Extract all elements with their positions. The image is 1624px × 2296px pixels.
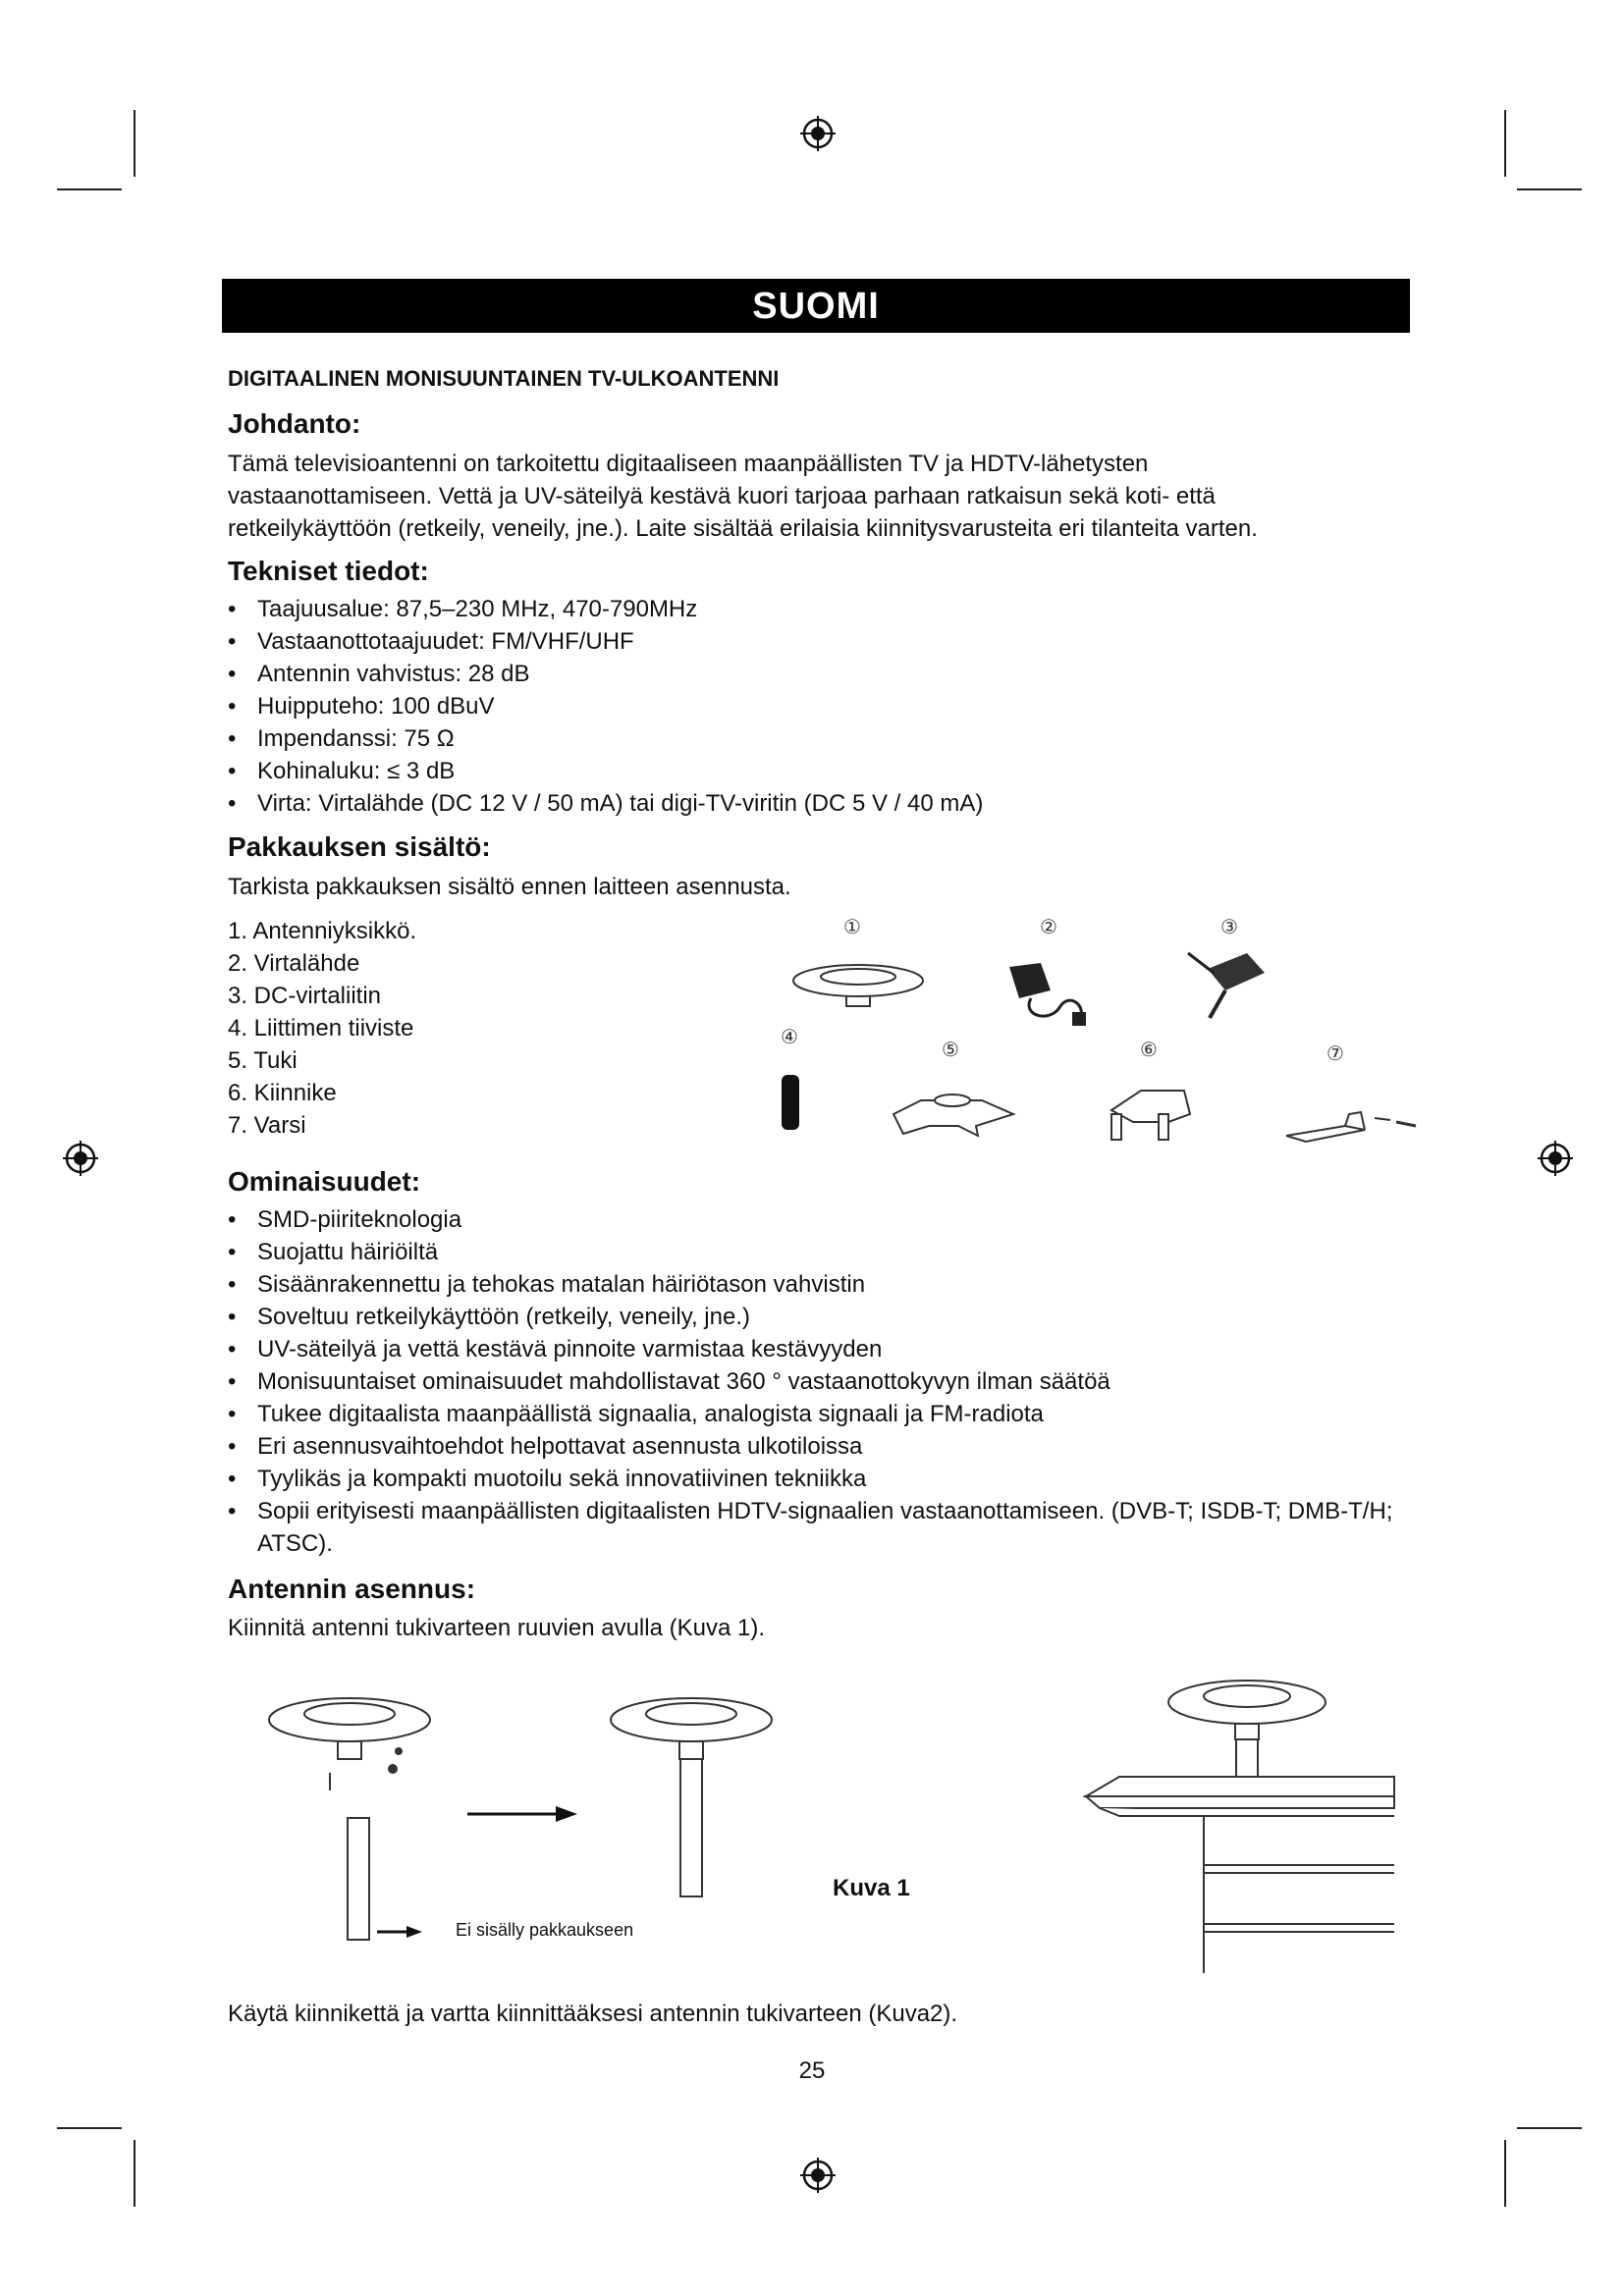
package-item: 1. Antenniyksikkö. bbox=[228, 918, 417, 944]
crop-mark-tl-h bbox=[57, 188, 122, 190]
page-number: 25 bbox=[798, 2057, 826, 2084]
package-item: 3. DC-virtaliitin bbox=[228, 983, 382, 1009]
spec-item: • Kohinaluku: ≤ 3 dB bbox=[228, 755, 1416, 787]
registration-mark-right-icon bbox=[1536, 1139, 1575, 1178]
feature-item: • UV-säteilyä ja vettä kestävä pinnoite varmistaa kestävyyden bbox=[228, 1333, 1416, 1365]
crop-mark-tl-v bbox=[134, 110, 135, 177]
spec-item: • Taajuusalue: 87,5–230 MHz, 470-790MHz bbox=[228, 593, 1416, 625]
package-heading: Pakkauksen sisältö: bbox=[228, 831, 491, 862]
intro-line: retkeilykäyttöön (retkeily, veneily, jne.). Laite sisältää erilaisia kiinnitysvarusteita eri tilanteita varten. bbox=[228, 515, 1258, 542]
figure-number-2: ② bbox=[1040, 915, 1057, 938]
package-list bbox=[228, 915, 416, 1142]
installation-text: Kiinnitä antenni tukivarteen ruuvien avulla (Kuva 1). bbox=[228, 1615, 765, 1641]
feature-item: • Monisuuntaiset ominaisuudet mahdollistavat 360 ° vastaanottokyvyn ilman säätöä bbox=[228, 1365, 1416, 1398]
crop-mark-tr-v bbox=[1504, 110, 1506, 177]
antenna-before-mount-icon bbox=[269, 1698, 430, 1940]
registration-mark-top-icon bbox=[798, 114, 838, 153]
not-included-label: Ei sisälly pakkaukseen bbox=[456, 1920, 634, 1940]
roof-mount-figure bbox=[1080, 1669, 1404, 1983]
specs-list bbox=[228, 593, 1416, 820]
feature-item: • Suojattu häiriöiltä bbox=[228, 1236, 1416, 1268]
spec-item: • Antennin vahvistus: 28 dB bbox=[228, 658, 1416, 690]
package-item: 6. Kiinnike bbox=[228, 1080, 337, 1106]
registration-mark-bottom-icon bbox=[798, 2156, 838, 2195]
feature-item: • Eri asennusvaihtoehdot helpottavat asennusta ulkotiloissa bbox=[228, 1430, 1416, 1463]
figure-number-3: ③ bbox=[1220, 915, 1238, 938]
intro-line: vastaanottamiseen. Vettä ja UV-säteilyä kestävä kuori tarjoaa parhaan ratkaisun sekä koti- että bbox=[228, 483, 1216, 509]
spec-item: • Vastaanottotaajuudet: FM/VHF/UHF bbox=[228, 625, 1416, 658]
power-adapter-icon bbox=[1009, 963, 1086, 1026]
support-base-icon bbox=[893, 1095, 1013, 1136]
package-item: 2. Virtalähde bbox=[228, 950, 360, 977]
figure-number-1: ① bbox=[843, 915, 861, 938]
feature-item: • Sopii erityisesti maanpäällisten digitaalisten HDTV-signaalien vastaanottamiseen. (DVB-T; ISDB-T; DMB-T/H; ATSC). bbox=[228, 1495, 1416, 1560]
registration-mark-left-icon bbox=[61, 1139, 100, 1178]
arm-icon bbox=[1286, 1112, 1416, 1142]
package-intro: Tarkista pakkauksen sisältö ennen laitteen asennusta. bbox=[228, 874, 791, 900]
package-item: 7. Varsi bbox=[228, 1112, 306, 1139]
installation-heading: Antennin asennus: bbox=[228, 1574, 476, 1604]
feature-item: • Sisäänrakennettu ja tehokas matalan häiriötason vahvistin bbox=[228, 1268, 1416, 1301]
crop-mark-tr-h bbox=[1517, 188, 1582, 190]
package-contents-figure bbox=[756, 908, 1424, 1148]
antenna-mounted-figure bbox=[601, 1688, 787, 1953]
intro-paragraph bbox=[228, 448, 1406, 545]
feature-item: • SMD-piiriteknologia bbox=[228, 1203, 1416, 1236]
feature-item: • Soveltuu retkeilykäyttöön (retkeily, veneily, jne.) bbox=[228, 1301, 1416, 1333]
specs-heading: Tekniset tiedot: bbox=[228, 556, 429, 586]
spec-item: • Virta: Virtalähde (DC 12 V / 50 mA) tai digi-TV-viritin (DC 5 V / 40 mA) bbox=[228, 787, 1416, 820]
feature-item: • Tukee digitaalista maanpäällistä signaalia, analogista signaali ja FM-radiota bbox=[228, 1398, 1416, 1430]
not-included-arrow-icon bbox=[377, 1926, 422, 1938]
intro-line: Tämä televisioantenni on tarkoitettu digitaaliseen maanpäällisten TV ja HDTV-lähetysten bbox=[228, 451, 1149, 477]
intro-heading: Johdanto: bbox=[228, 408, 361, 439]
package-item: 5. Tuki bbox=[228, 1047, 298, 1074]
package-item: 4. Liittimen tiiviste bbox=[228, 1015, 414, 1041]
figure-number-4: ④ bbox=[781, 1025, 798, 1048]
features-list bbox=[228, 1203, 1416, 1560]
figure-1-caption: Kuva 1 bbox=[833, 1875, 910, 1901]
installation-text-2: Käytä kiinnikettä ja vartta kiinnittääksesi antennin tukivarteen (Kuva2). bbox=[228, 2001, 958, 2027]
mounting-arrow-icon bbox=[467, 1806, 577, 1822]
crop-mark-br-v bbox=[1504, 2140, 1506, 2207]
crop-mark-br-h bbox=[1517, 2127, 1582, 2129]
connector-seal-icon bbox=[782, 1075, 799, 1130]
feature-item: • Tyylikäs ja kompakti muotoilu sekä innovatiivinen tekniikka bbox=[228, 1463, 1416, 1495]
antenna-unit-icon bbox=[793, 965, 923, 1006]
document-title: DIGITAALINEN MONISUUNTAINEN TV-ULKOANTENNI bbox=[228, 366, 780, 391]
dc-connector-icon bbox=[1188, 953, 1265, 1018]
crop-mark-bl-v bbox=[134, 2140, 135, 2207]
bracket-icon bbox=[1111, 1091, 1190, 1140]
features-heading: Ominaisuudet: bbox=[228, 1166, 421, 1197]
spec-item: • Impendanssi: 75 Ω bbox=[228, 722, 1416, 755]
spec-item: • Huipputeho: 100 dBuV bbox=[228, 690, 1416, 722]
figure-number-6: ⑥ bbox=[1140, 1038, 1158, 1061]
figure-number-7: ⑦ bbox=[1326, 1041, 1344, 1065]
figure-number-5: ⑤ bbox=[942, 1038, 959, 1061]
crop-mark-bl-h bbox=[57, 2127, 122, 2129]
language-banner: SUOMI bbox=[222, 279, 1410, 333]
